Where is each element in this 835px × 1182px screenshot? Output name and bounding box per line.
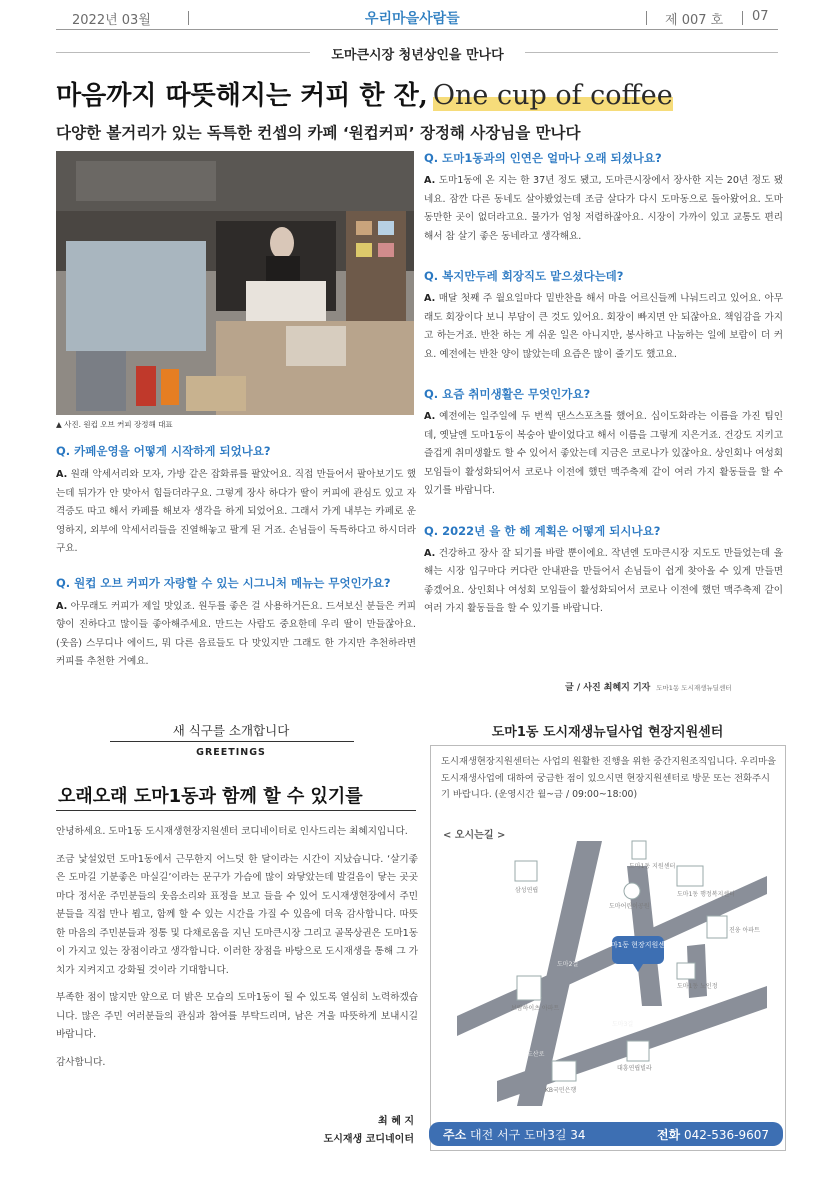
- greetings-paragraph: 부족한 점이 많지만 앞으로 더 밝은 모습의 도마1동이 될 수 있도록 열심히 노력하겠습니다. 많은 주민 여러분들의 관심과 참여를 부탁드리며, 남은 겨울 따뜻하게 보내시길 바랍니다.: [56, 992, 418, 1040]
- greetings-title: 새 식구를 소개합니다: [172, 723, 290, 738]
- building-icon: [515, 861, 537, 881]
- map-label: 진웅 아파트: [729, 927, 760, 934]
- greetings-underline: [56, 810, 416, 811]
- greetings-rule: [110, 741, 354, 742]
- answer-text: A. 매달 첫째 주 월요일마다 밑반찬을 해서 마을 어르신들께 나눠드리고 있어요. 아무래도 회장이다 보니 부담이 큰 것도 있어요. 회장이 빠지면 안 되잖아요. 책임감을 가지고 하는거죠. 반찬 하는 게 쉬운 일은 아니지만, 봉사하고 나눔하는 일에 보람이 더 커요. 예전에는 반찬 양이 많았는데 요즘은 많이 줄기도 했고요.: [424, 293, 783, 360]
- building-icon: [632, 841, 646, 859]
- phone: 전화 042-536-9607: [656, 1127, 769, 1142]
- road-label: 도마2길: [557, 961, 579, 968]
- cafe-photo: [56, 151, 414, 415]
- map-label: 도마1동 행정복지센터: [677, 891, 735, 898]
- location-map: [437, 836, 777, 1106]
- greetings-paragraph: 안녕하세요. 도마1동 도시재생현장지원센터 코디네이터로 인사드리는 최혜지입니다.: [56, 826, 408, 837]
- building-icon: [627, 1041, 649, 1061]
- answer-text: A. 건강하고 장사 잘 되기를 바랄 뿐이에요. 작년엔 도마큰시장 지도도 만들었는데 올해는 시장 입구마다 커다란 안내판을 만들어서 손님들이 쉽게 찾아올 수 있게 만들면 좋겠어요. 상인회나 여성회 모임들이 활성화되어서 코로나 이전에 했던 맥주축제 같이 여러 가지 활동들을 할 수 있기를 바랍니다.: [424, 547, 783, 614]
- issue-number: 제 007 호: [665, 13, 724, 28]
- map-label: KB국민은행: [545, 1087, 577, 1094]
- center-info-box: [430, 745, 786, 1151]
- map-label: 도마1동 지원센터: [629, 863, 676, 870]
- map-label: 도마1동 노인정: [677, 983, 718, 990]
- question-heading: Q. 카페운영을 어떻게 시작하게 되었나요?: [56, 444, 271, 458]
- header-rule: [56, 29, 778, 30]
- greetings-paragraph: 조금 낯설었던 도마1동에서 근무한지 어느덧 한 달이라는 시간이 지났습니다. ‘살기좋은 도마길 기분좋은 마실길’이라는 문구가 가슴에 많이 와닿았는데 발걸음이 닿는 곳곳마다 정서운 주민분들의 웃음소리와 표정을 보고 들을 수 있어 도시재생현장에서 주민분들을 직접 만나 뵙고, 함께 할 수 있는 시간을 가질 수 있음에 더욱 감사합니다. 따뜻한 마음의 주민분들과 정통 및 다채로움을 지닌 도마큰시장 그리고 골목상권은 도마1동이 가지고 있는 장점이라고 생각합니다. 이러한 장점을 바탕으로 도시재생을 통해 그 가치가 지켜지고 강화될 것이라 기대합니다.: [56, 853, 418, 976]
- header-divider: [188, 11, 189, 25]
- answer-text: A. 도마1동에 온 지는 한 37년 정도 됐고, 도마큰시장에서 장사한 지는 20년 정도 됐네요. 잠깐 다른 동네도 살아봤었는데 조금 살다가 다시 도마동으로 돌아왔어요. 도마동만한 곳이 없더라고요. 물가가 엄청 저렴하잖아요. 시장이 가까이 있고 교통도 편리해서 참 살기 좋은 동네라고 생각해요.: [424, 175, 783, 242]
- header-date: 2022년 03월: [72, 13, 151, 28]
- greetings-headline: 오래오래 도마1동과 함께 할 수 있기를: [58, 786, 363, 807]
- center-pin-label: 도마1동 현장지원센터: [604, 941, 672, 949]
- map-label: 대흥연립빌라: [617, 1065, 652, 1072]
- header-divider: [646, 11, 647, 25]
- greetings-body: [56, 823, 418, 1072]
- question-heading: Q. 도마1동과의 인연은 얼마나 오래 되셨나요?: [424, 151, 662, 165]
- right-qa-column: [424, 150, 783, 619]
- greetings-subtitle: GREETINGS: [196, 747, 266, 758]
- left-qa-column: [56, 443, 416, 672]
- section-rule: [525, 52, 778, 53]
- address-bar: [429, 1122, 783, 1146]
- route-label: < 오시는길 >: [443, 830, 506, 841]
- header-divider: [742, 11, 743, 25]
- address: 주소 대전 서구 도마3길 34: [443, 1127, 586, 1142]
- center-info-text: 도시재생현장지원센터는 사업의 원활한 진행을 위한 중간지원조직입니다. 우리마을 도시재생사업에 대하여 궁금한 점이 있으시면 현장지원센터로 방문 또는 전화주시기 바랍니다. (운영시간 월~금 / 09:00~18:00): [441, 756, 777, 800]
- question-heading: Q. 복지만두레 회장직도 맡으셨다는데?: [424, 269, 624, 283]
- sign-role: 도시재생 코디네이터: [323, 1134, 414, 1145]
- road-label: 도산로: [527, 1051, 545, 1058]
- headline-english: One cup of coffee: [432, 80, 673, 111]
- answer-text: A. 아무래도 커피가 제일 맛있죠. 원두를 좋은 걸 사용하거든요. 드셔보신 분들은 커피 향이 진하다고 많이들 좋아해주세요. 만드는 사람도 중요한데 우리 딸이 만들잖아요.(웃음) 스무디나 에이드, 뭐 다른 음료들도 다 맛있지만 그래도 한 가지만 추천하라면 커피를 추천한 거예요.: [56, 600, 416, 667]
- question-heading: Q. 요즘 취미생활은 무엇인가요?: [424, 387, 591, 401]
- greetings-paragraph: 감사합니다.: [56, 1056, 106, 1068]
- publication-name: 우리마을사람들: [365, 11, 460, 27]
- map-label: 삼성연립: [515, 887, 539, 894]
- center-title: 도마1동 도시재생뉴딜사업 현장지원센터: [491, 725, 724, 740]
- question-heading: Q. 2022년 을 한 해 계획은 어떻게 되시나요?: [424, 523, 661, 538]
- subheadline: 다양한 볼거리가 있는 독특한 컨셉의 카페 ‘원컵커피’ 장정해 사장님을 만나다: [56, 124, 581, 142]
- question-heading: Q. 원컵 오브 커피가 자랑할 수 있는 시그니처 메뉴는 무엇인가요?: [56, 575, 391, 590]
- section-tag: 도마큰시장 청년상인을 만나다: [331, 48, 504, 63]
- road-label: 도마3길: [612, 1021, 634, 1028]
- map-label: 도마어린이공원: [609, 903, 650, 910]
- answer-text: A. 예전에는 일주일에 두 번씩 댄스스포츠를 했어요. 십이도화라는 이름을 가진 팀인데, 옛날엔 도마1동이 복숭아 밭이었다고 해서 이름을 그렇게 지은거죠. 건강도 지키고 즐겁게 취미생활도 할 수 있어서 좋았는데 지금은 코로나가 있잖아요. 상인회나 여성회 모임들이 활성화되어서 코로나 이전에 했던 맥주축제 같이 여러 가지 활동들을 할 수 있기를 바랍니다.: [424, 411, 783, 496]
- article-credit: 글 / 사진 최혜지 기자 도마1동 도시재생뉴딜센터: [565, 683, 732, 693]
- building-icon: [677, 866, 703, 886]
- building-icon: [517, 976, 541, 1000]
- building-icon: [552, 1061, 576, 1081]
- photo-caption: ▲ 사진. 원컵 오브 커피 장정해 대표: [56, 420, 173, 429]
- answer-text: A. 원래 악세서리와 모자, 가방 같은 잡화류를 팔았어요. 직접 만들어서 팔아보기도 했는데 뒤가가 안 맞아서 힘들더라구요. 그렇게 장사 하다가 딸이 커피에 관심도 있고 자격증도 따고 해서 카페를 해보자 생각을 하게 되었어요. 그래서 가게 내부는 카페로 운영하지, 외부에 악세서리들을 진열해놓고 팔게 된 거죠. 손님들이 독특하다고 하시더라구요.: [56, 469, 416, 554]
- map-label: 보람하이츠 아파트: [511, 1005, 560, 1012]
- sign-name: 최 혜 지: [378, 1116, 414, 1127]
- page-number: 07: [752, 9, 769, 24]
- headline: [56, 75, 673, 112]
- building-icon: [707, 916, 727, 938]
- building-icon: [677, 963, 695, 979]
- tree-icon: [624, 883, 640, 899]
- headline-korean: 마음까지 따뜻해지는 커피 한 잔,: [56, 81, 428, 111]
- section-rule: [56, 52, 310, 53]
- cafe-interior-image: [56, 151, 414, 415]
